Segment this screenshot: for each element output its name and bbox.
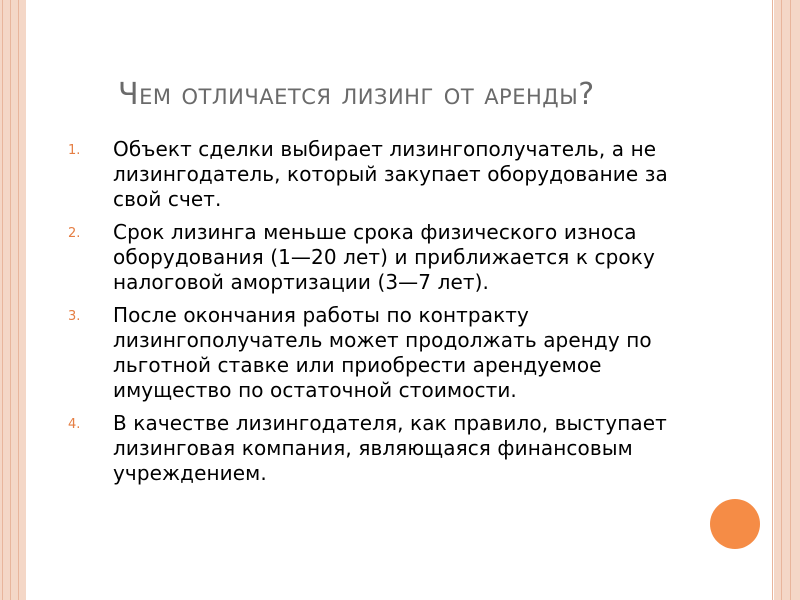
left-frame-line (10, 0, 11, 600)
list-text: В качестве лизингодателя, как правило, выступает лизинговая компания, являющаяся финансовым учреждением. (113, 411, 667, 485)
right-frame-line (781, 0, 782, 600)
list-item (68, 303, 718, 403)
list-text: Срок лизинга меньше срока физического износа оборудования (1—20 лет) и приближается к сроку налоговой амортизации (3—7 лет). (113, 220, 655, 294)
list-item (68, 411, 718, 486)
list-item (68, 220, 718, 295)
right-frame-line (790, 0, 791, 600)
list-number: 3. (68, 309, 81, 324)
orange-circle-icon (710, 499, 760, 549)
list-item (68, 137, 718, 212)
list-text: Объект сделки выбирает лизингополучатель, а не лизингодатель, который закупает оборудование за свой счет. (113, 137, 668, 211)
list-number: 4. (68, 417, 81, 432)
slide-title: Чем отличается лизинг от аренды? (118, 77, 595, 112)
numbered-list (68, 137, 718, 494)
right-frame-line (772, 0, 773, 600)
list-number: 1. (68, 143, 81, 158)
list-number: 2. (68, 226, 81, 241)
list-text: После окончания работы по контракту лизингополучатель может продолжать аренду по льготной ставке или приобрести арендуемое имущество по остаточной стоимости. (113, 303, 652, 402)
right-frame-band (774, 0, 800, 600)
left-frame-line (18, 0, 19, 600)
left-frame-line (2, 0, 3, 600)
